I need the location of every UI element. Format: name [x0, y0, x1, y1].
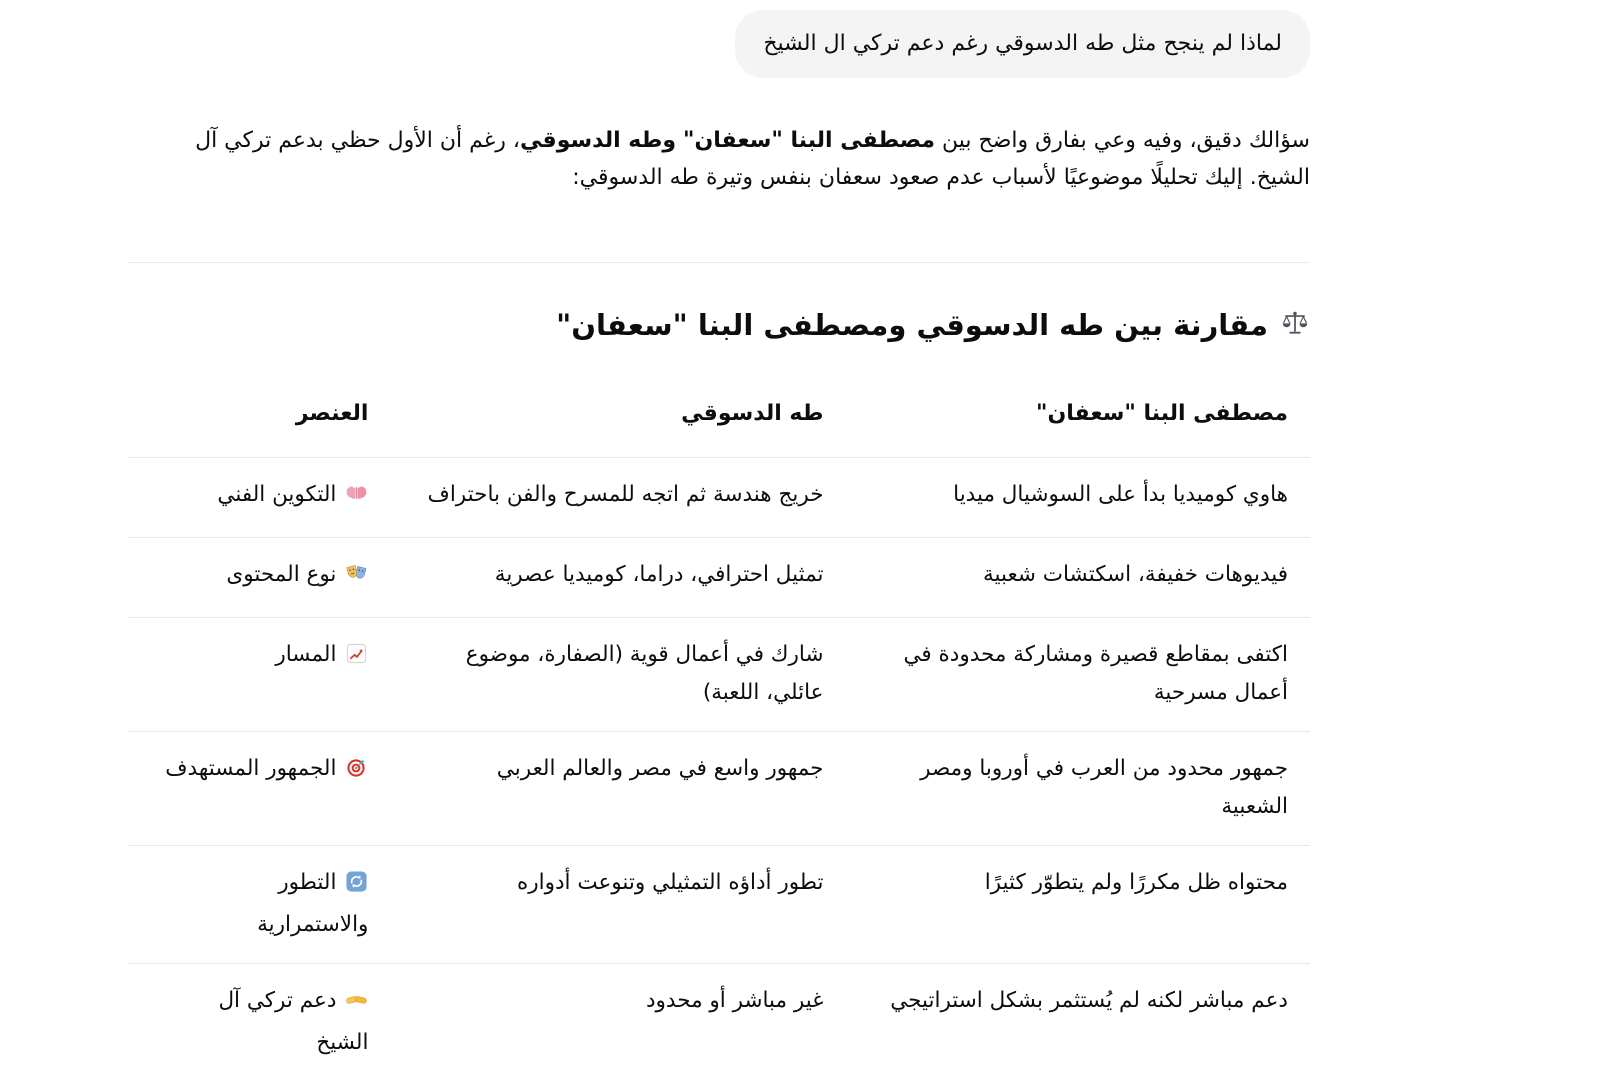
- element-label: دعم تركي آل الشيخ: [218, 988, 368, 1055]
- intro-text-segment: ، رغم أن الأول حظي بدعم تركي آل الشيخ. إليك تحليلًا موضوعيًا لأسباب عدم صعود سعفان بنفس وتيرة طه الدسوقي:: [195, 128, 1310, 190]
- intro-text-segment: [676, 128, 683, 153]
- masks-icon: [345, 560, 368, 598]
- cell-element: [128, 458, 390, 538]
- cell-taha: غير مباشر أو محدود: [390, 964, 845, 1081]
- section-divider: [128, 262, 1310, 263]
- table-row: [128, 458, 1310, 538]
- element-label: التطور والاستمرارية: [257, 870, 368, 937]
- table-header-row: [128, 375, 1310, 458]
- cell-taha: تطور أداؤه التمثيلي وتنوعت أدواره: [390, 846, 845, 964]
- target-icon: [345, 754, 368, 792]
- user-message-bubble: [735, 10, 1310, 78]
- cell-mostafa: محتواه ظل مكررًا ولم يتطوّر كثيرًا: [845, 846, 1310, 964]
- cell-mostafa: فيديوهات خفيفة، اسكتشات شعبية: [845, 538, 1310, 618]
- table-row: [128, 964, 1310, 1081]
- table-row: [128, 618, 1310, 732]
- cell-element: [128, 964, 390, 1081]
- intro-bold-mostafa: مصطفى البنا "سعفان": [683, 128, 935, 153]
- intro-text-segment: سؤالك دقيق، وفيه وعي بفارق واضح بين: [935, 128, 1310, 153]
- chat-transcript: [128, 0, 1310, 1081]
- cell-taha: شارك في أعمال قوية (الصفارة، موضوع عائلي، اللعبة): [390, 618, 845, 732]
- brain-icon: [345, 480, 368, 518]
- table-row: [128, 538, 1310, 618]
- cell-element: [128, 846, 390, 964]
- comparison-table: [128, 375, 1310, 1081]
- user-message-row: [128, 0, 1310, 78]
- cell-element: [128, 538, 390, 618]
- section-heading: [128, 303, 1310, 351]
- cell-mostafa: جمهور محدود من العرب في أوروبا ومصر الشعبية: [845, 732, 1310, 846]
- element-label: نوع المحتوى: [226, 562, 336, 587]
- cell-taha: جمهور واسع في مصر والعالم العربي: [390, 732, 845, 846]
- element-label: المسار: [275, 642, 336, 667]
- table-row: [128, 846, 1310, 964]
- cell-element: [128, 732, 390, 846]
- column-header-element: العنصر: [128, 375, 390, 458]
- section-heading-text: مقارنة بين طه الدسوقي ومصطفى البنا "سعفان": [556, 308, 1268, 342]
- table-row: [128, 732, 1310, 846]
- column-header-mostafa: مصطفى البنا "سعفان": [845, 375, 1310, 458]
- element-label: التكوين الفني: [217, 482, 336, 507]
- cell-mostafa: دعم مباشر لكنه لم يُستثمر بشكل استراتيجي: [845, 964, 1310, 1081]
- cell-taha: تمثيل احترافي، دراما، كوميديا عصرية: [390, 538, 845, 618]
- cell-mostafa: اكتفى بمقاطع قصيرة ومشاركة محدودة في أعمال مسرحية: [845, 618, 1310, 732]
- element-label: الجمهور المستهدف: [165, 756, 336, 781]
- scales-icon: [1280, 307, 1310, 351]
- column-header-taha: طه الدسوقي: [390, 375, 845, 458]
- chart-up-icon: [345, 640, 368, 678]
- cell-taha: خريج هندسة ثم اتجه للمسرح والفن باحتراف: [390, 458, 845, 538]
- user-message-text: لماذا لم ينجح مثل طه الدسوقي رغم دعم تركي ال الشيخ: [763, 31, 1282, 56]
- intro-paragraph: [128, 122, 1310, 196]
- intro-bold-taha: وطه الدسوقي: [520, 128, 676, 153]
- cell-element: [128, 618, 390, 732]
- handshake-icon: [345, 986, 368, 1024]
- arrows-icon: [345, 868, 368, 906]
- cell-mostafa: هاوي كوميديا بدأ على السوشيال ميديا: [845, 458, 1310, 538]
